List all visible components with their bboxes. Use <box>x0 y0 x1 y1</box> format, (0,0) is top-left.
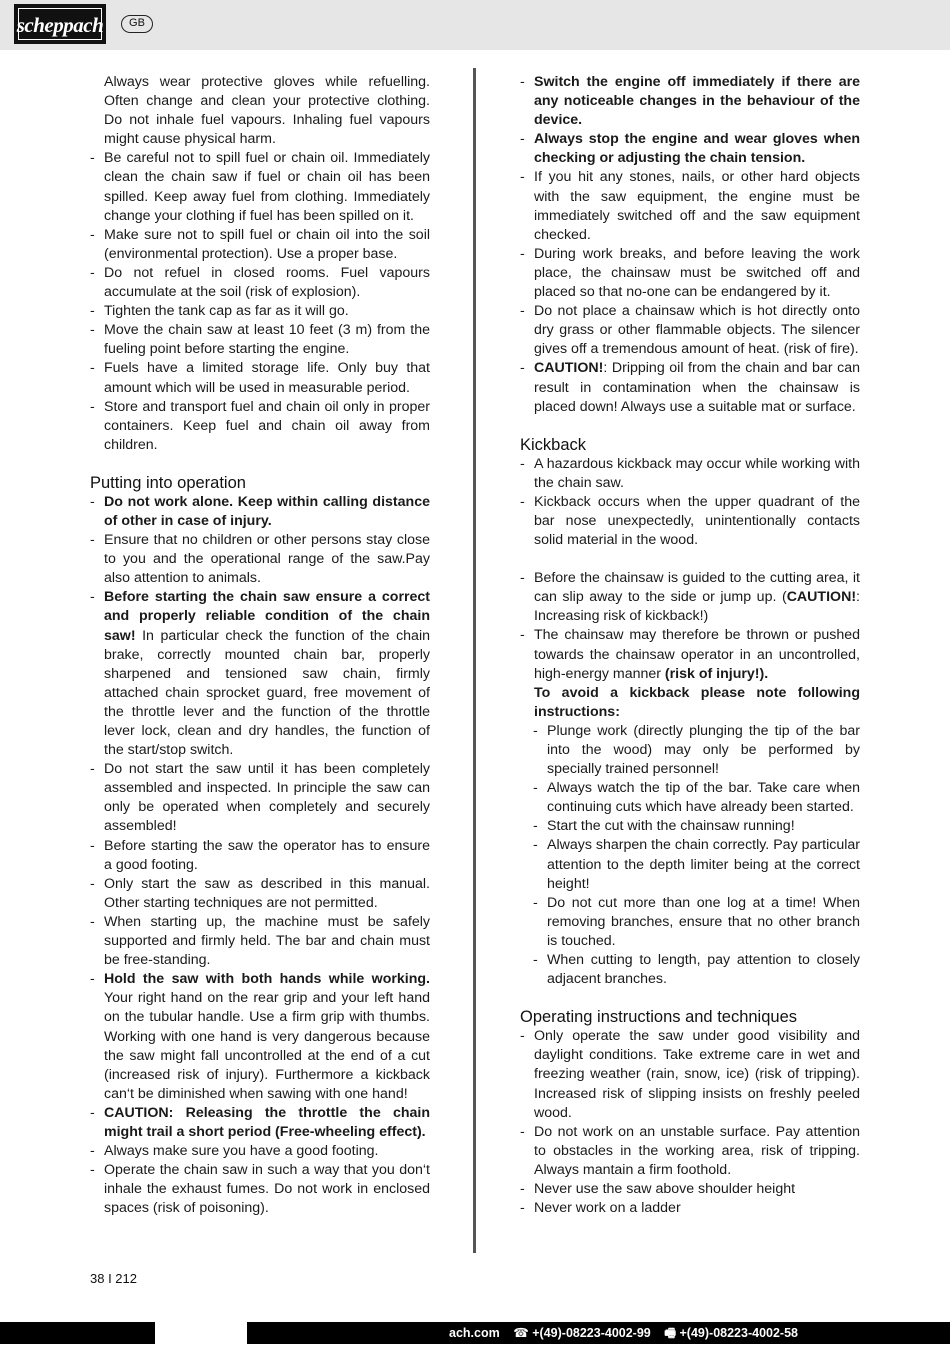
list-item: - Always stop the engine and wear gloves when checking or adjusting the chain tension. <box>520 131 860 167</box>
list-item: - If you hit any stones, nails, or other hard objects with the saw equipment, the engine must be immediately switched off and the saw equipment checked. <box>520 169 860 243</box>
left-column <box>90 73 430 1218</box>
list-item: - Make sure not to spill fuel or chain oil into the soil (environmental protection). Use a proper base. <box>90 226 430 262</box>
list-item: - Only operate the saw under good visibility and daylight conditions. Take extreme care in wet and freezing weather (rain, snow, ice) (risk of tripping). Increased risk of slipping insists on freshly peeled wood. <box>520 1028 860 1121</box>
sub-list-item: - Always sharpen the chain correctly. Pay particular attention to the depth limiter being at the correct height! <box>533 837 860 892</box>
footer-fax: 🖷 +(49)-08223-4002-58 <box>664 1326 798 1340</box>
header-bar <box>0 0 950 50</box>
list-item: - Tighten the tank cap as far as it will go. <box>90 303 349 320</box>
list-item: - Kickback occurs when the upper quadrant of the bar nose unexpectedly, unintentionally contacts solid material in the wood. <box>520 493 860 549</box>
section-heading-kickback: Kickback <box>520 435 587 454</box>
footer-white-block <box>155 1322 247 1344</box>
list-item: - Be careful not to spill fuel or chain oil. Immediately clean the chain saw if fuel or chain oil has been spilled. Keep away fuel from clothing. Immediately change your clothing if fuel has been spilled on it. <box>90 150 430 224</box>
sub-list-item: - Do not cut more than one log at a time! When removing branches, ensure that no other branch is touched. <box>533 894 860 949</box>
list-item: - Fuels have a limited storage life. Only buy that amount which will be used in measurable period. <box>90 360 430 396</box>
footer-website: ach.com <box>449 1326 500 1340</box>
list-item: - Do not work on an unstable surface. Pay attention to obstacles in the working area, risk of tripping. Always mantain a firm foothold. <box>520 1123 860 1178</box>
list-item: - Do not work alone. Keep within calling distance of other in case of injury. <box>90 493 430 529</box>
page-number: 38 I 212 <box>90 1271 137 1286</box>
list-item: - Only start the saw as described in this manual. Other starting techniques are not permitted. <box>90 875 430 911</box>
list-item: - Move the chain saw at least 10 feet (3 m) from the fueling point before starting the engine. <box>90 322 430 358</box>
right-column <box>520 73 860 1218</box>
note-text: To avoid a kickback please note following instructions: <box>534 684 860 720</box>
language-badge: GB <box>121 15 153 33</box>
list-item: - Do not refuel in closed rooms. Fuel vapours accumulate at the soil (risk of explosion). <box>90 264 430 301</box>
list-item: - When starting up, the machine must be safely supported and firmly held. The bar and chain must be free-standing. <box>90 913 430 969</box>
list-item: - Never work on a ladder <box>520 1200 681 1217</box>
list-item: - Before the chainsaw is guided to the cutting area, it can slip away to the side or jump up. (CAUTION!: Increasing risk of kickback!) <box>520 570 860 625</box>
list-item: - Store and transport fuel and chain oil only in proper containers. Keep fuel and chain oil away from children. <box>90 398 430 453</box>
list-item: - CAUTION: Releasing the throttle the chain might trail a short period (Free-wheeling effect). <box>90 1104 430 1140</box>
section-heading-operation: Putting into operation <box>90 473 246 492</box>
sub-list-item: - When cutting to length, pay attention to closely adjacent branches. <box>533 952 860 988</box>
list-item: - Before starting the chain saw ensure a correct and properly reliable condition of the chain saw! In particular check the function of the chain brake, correctly mounted chain bar, properly sharpened and tensioned saw chain, firmly attached chain sprocket guard, free movement of the throttle lever and the function of the throttle lever lock, clean and dry handles, the function of the start/stop switch. <box>90 589 430 759</box>
sub-list-item: - Always watch the tip of the bar. Take care when continuing cuts which have already been started. <box>533 780 860 816</box>
list-item: - Operate the chain saw in such a way that you don‘t inhale the exhaust fumes. Do not work in enclosed spaces (risk of poisoning). <box>90 1162 430 1217</box>
list-item: - Never use the saw above shoulder height <box>520 1180 796 1197</box>
list-item: Always wear protective gloves while refuelling. Often change and clean your protective clothing. Do not inhale fuel vapours. Inhaling fuel vapours might cause physical harm. <box>104 74 430 148</box>
list-item: - Before starting the saw the operator has to ensure a good footing. <box>90 837 430 873</box>
footer-contact <box>439 1324 798 1342</box>
section-heading-operating: Operating instructions and techniques <box>520 1008 798 1027</box>
sub-list-item: - Start the cut with the chainsaw running! <box>533 818 795 835</box>
list-item: - Do not start the saw until it has been completely assembled and inspected. In principle the saw can only be operated when completely and securely assembled! <box>90 761 430 835</box>
list-item: - Ensure that no children or other persons stay close to you and the operational range of the saw.Pay also attention to animals. <box>90 532 430 587</box>
column-divider <box>473 68 476 1253</box>
list-item: - Always make sure you have a good footing. <box>90 1143 379 1160</box>
list-item: - During work breaks, and before leaving the work place, the chainsaw must be switched off and placed so that no-one can be endangered by it. <box>520 245 860 301</box>
list-item: - CAUTION!: Dripping oil from the chain and bar can result in contamination when the chainsaw is placed down! Always use a suitable mat or surface. <box>520 360 860 415</box>
sub-list-item: - Plunge work (directly plunging the tip of the bar into the wood) may only be performed by specially trained personnel! <box>533 722 860 778</box>
brand-logo: scheppach <box>14 4 106 44</box>
list-item: - Switch the engine off immediately if there are any noticeable changes in the behaviour of the device. <box>520 74 860 129</box>
list-item: - Hold the saw with both hands while working. Your right hand on the rear grip and your left hand on the tubular handle. Use a firm grip with thumbs. Working with one hand is very dangerous because the saw might fall uncontrolled at the end of a cut (increased risk of injury). Furthermore a kickback can‘t be diminished when sawing with one hand! <box>90 971 430 1102</box>
list-item: - Do not place a chainsaw which is hot directly onto dry grass or other flammable objects. The silencer gives off a tremendous amount of heat. (risk of fire). <box>520 303 860 358</box>
footer-phone: ☎ +(49)-08223-4002-99 <box>513 1326 651 1340</box>
list-item: - A hazardous kickback may occur while working with the chain saw. <box>520 455 860 491</box>
list-item: - The chainsaw may therefore be thrown or pushed towards the chainsaw operator in an uncontrolled, high-energy manner (risk of injury!). <box>520 627 860 682</box>
